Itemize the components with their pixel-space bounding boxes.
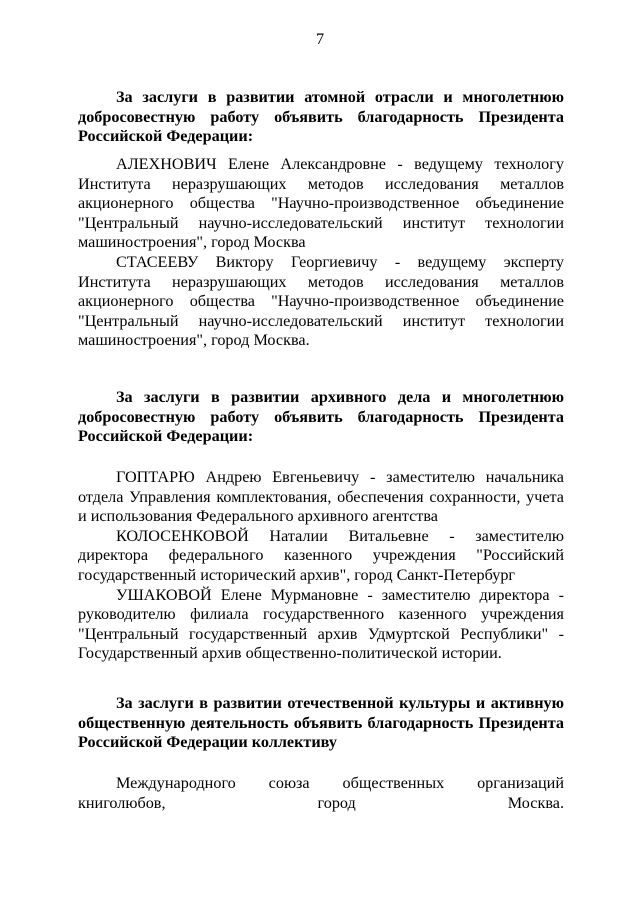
award-paragraph-goptar: ГОПТАРЮ Андрею Евгеньевичу - заместителю начальника отдела Управления комплектования, обеспечения сохранности, учета и использования Федерального архивного агентства (78, 468, 564, 526)
section-heading-culture: За заслуги в развитии отечественной культуры и активную общественную деятельность объявить благодарность Президента Российской Федерации коллективу (78, 694, 564, 752)
award-paragraph-kolosenkova: КОЛОСЕНКОВОЙ Наталии Витальевне - заместителю директора федерального казенного учреждения "Российский государственный исторический архив", город Санкт-Петербург (78, 526, 564, 584)
section-heading-atomic: За заслуги в развитии атомной отрасли и многолетнюю добросовестную работу объявить благодарность Президента Российской Федерации: (78, 88, 564, 146)
section-body-atomic (78, 155, 564, 351)
award-paragraph-booklovers-line2: книголюбов, город Москва. (78, 793, 564, 812)
section-body-culture (78, 774, 564, 813)
award-paragraph-ushakova: УШАКОВОЙ Елене Мурмановне - заместителю директора - руководителю филиала государственного казенного учреждения "Центральный государственный архив Удмуртской Республики" - Государственный архив общественно-политической истории. (78, 585, 564, 663)
section-body-archive (78, 468, 564, 664)
award-paragraph-booklovers-line1: Международного союза общественных организаций (116, 774, 564, 792)
page-number: 7 (315, 30, 325, 48)
award-paragraph-alekhnovich: АЛЕХНОВИЧ Елене Александровне - ведущему технологу Института неразрушающих методов исследования металлов акционерного общества "Научно-производственное объединение "Центральный научно-исследовательский институт технологии машиностроения", город Москва (78, 155, 564, 252)
section-heading-archive: За заслуги в развитии архивного дела и многолетнюю добросовестную работу объявить благодарность Президента Российской Федерации: (78, 388, 564, 446)
award-paragraph-staseev: СТАСЕЕВУ Виктору Георгиевичу - ведущему эксперту Института неразрушающих методов исследования металлов акционерного общества "Научно-производственное объединение "Центральный научно-исследовательский институт технологии машиностроения", город Москва. (78, 252, 564, 350)
